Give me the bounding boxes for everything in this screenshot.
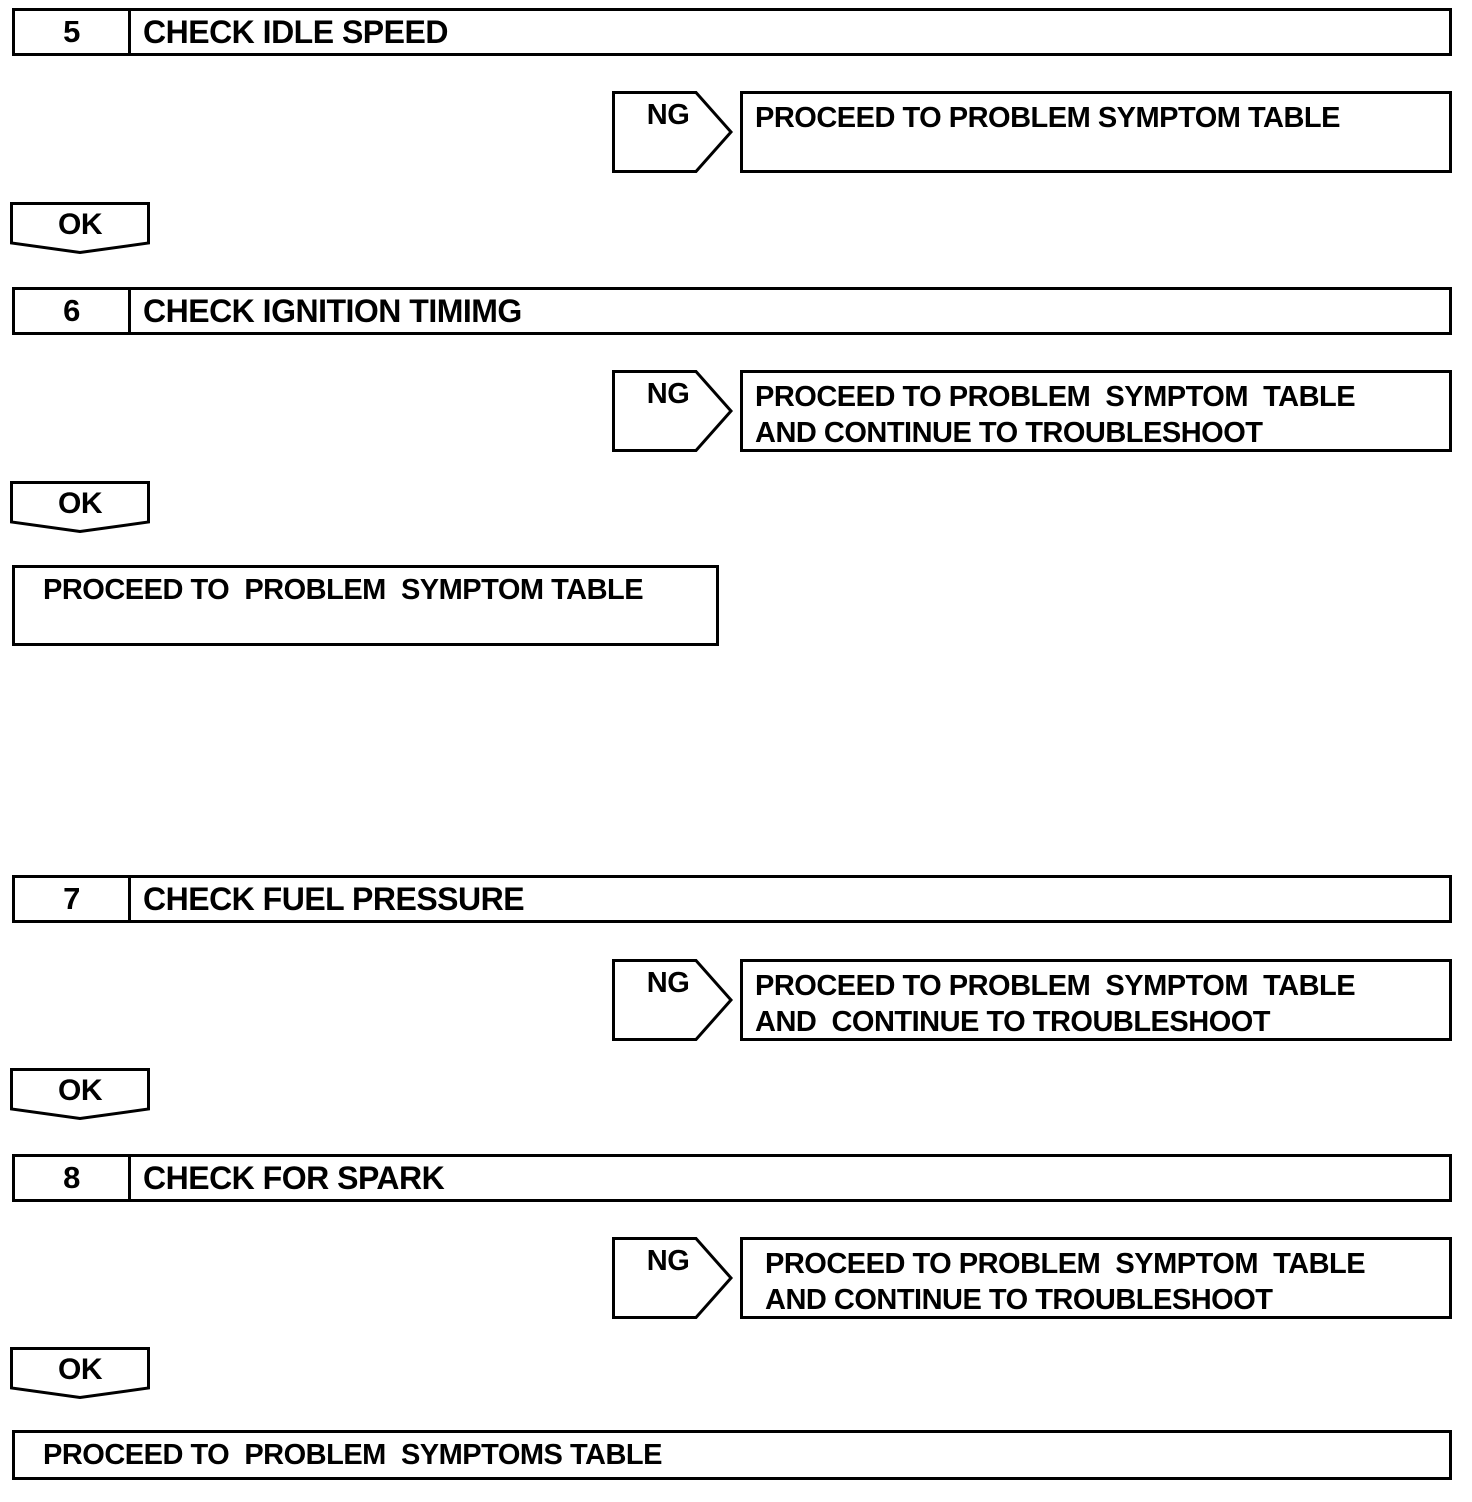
ok-label: OK xyxy=(58,1074,102,1107)
final-action-box xyxy=(12,565,719,646)
ng-label: NG xyxy=(646,378,690,410)
step-6-header xyxy=(12,287,1452,335)
step-number: 8 xyxy=(15,1157,131,1199)
ok-branch-tag xyxy=(10,202,150,254)
ng-branch-tag xyxy=(612,370,734,452)
ng-action-line: PROCEED TO PROBLEM SYMPTOM TABLE xyxy=(755,102,1340,134)
step-number: 7 xyxy=(15,878,131,920)
ng-action-box xyxy=(740,370,1452,452)
ng-action-line: AND CONTINUE TO TROUBLESHOOT xyxy=(755,1006,1271,1038)
step-title: CHECK IDLE SPEED xyxy=(143,13,448,50)
final-action-text: PROCEED TO PROBLEM SYMPTOMS TABLE xyxy=(43,1438,662,1471)
ng-action-line: PROCEED TO PROBLEM SYMPTOM TABLE xyxy=(765,1248,1366,1280)
ng-action-box xyxy=(740,91,1452,173)
ng-branch-tag xyxy=(612,1237,734,1319)
ng-action-line: PROCEED TO PROBLEM SYMPTOM TABLE xyxy=(755,381,1356,413)
ok-label: OK xyxy=(58,1353,102,1386)
step-title: CHECK IGNITION TIMIMG xyxy=(143,292,522,329)
step-number: 6 xyxy=(15,290,131,332)
ok-branch-tag xyxy=(10,1347,150,1399)
step-7-header xyxy=(12,875,1452,923)
ng-action-line: AND CONTINUE TO TROUBLESHOOT xyxy=(755,417,1263,449)
step-5-header xyxy=(12,8,1452,56)
ok-branch-tag xyxy=(10,481,150,533)
ng-branch-tag xyxy=(612,959,734,1041)
ng-label: NG xyxy=(646,1245,690,1277)
ng-label: NG xyxy=(646,967,690,999)
ng-label: NG xyxy=(646,99,690,131)
ng-action-box xyxy=(740,1237,1452,1319)
step-number: 5 xyxy=(15,11,131,53)
ng-branch-tag xyxy=(612,91,734,173)
ng-action-line: PROCEED TO PROBLEM SYMPTOM TABLE xyxy=(755,970,1356,1002)
step-title: CHECK FOR SPARK xyxy=(143,1159,445,1196)
ok-label: OK xyxy=(58,487,102,520)
final-action-box xyxy=(12,1430,1452,1480)
ok-label: OK xyxy=(58,208,102,241)
step-8-header xyxy=(12,1154,1452,1202)
ng-action-line: AND CONTINUE TO TROUBLESHOOT xyxy=(765,1284,1273,1316)
ng-action-box xyxy=(740,959,1452,1041)
step-title: CHECK FUEL PRESSURE xyxy=(143,880,525,917)
ok-branch-tag xyxy=(10,1068,150,1120)
final-action-text: PROCEED TO PROBLEM SYMPTOM TABLE xyxy=(43,574,644,606)
